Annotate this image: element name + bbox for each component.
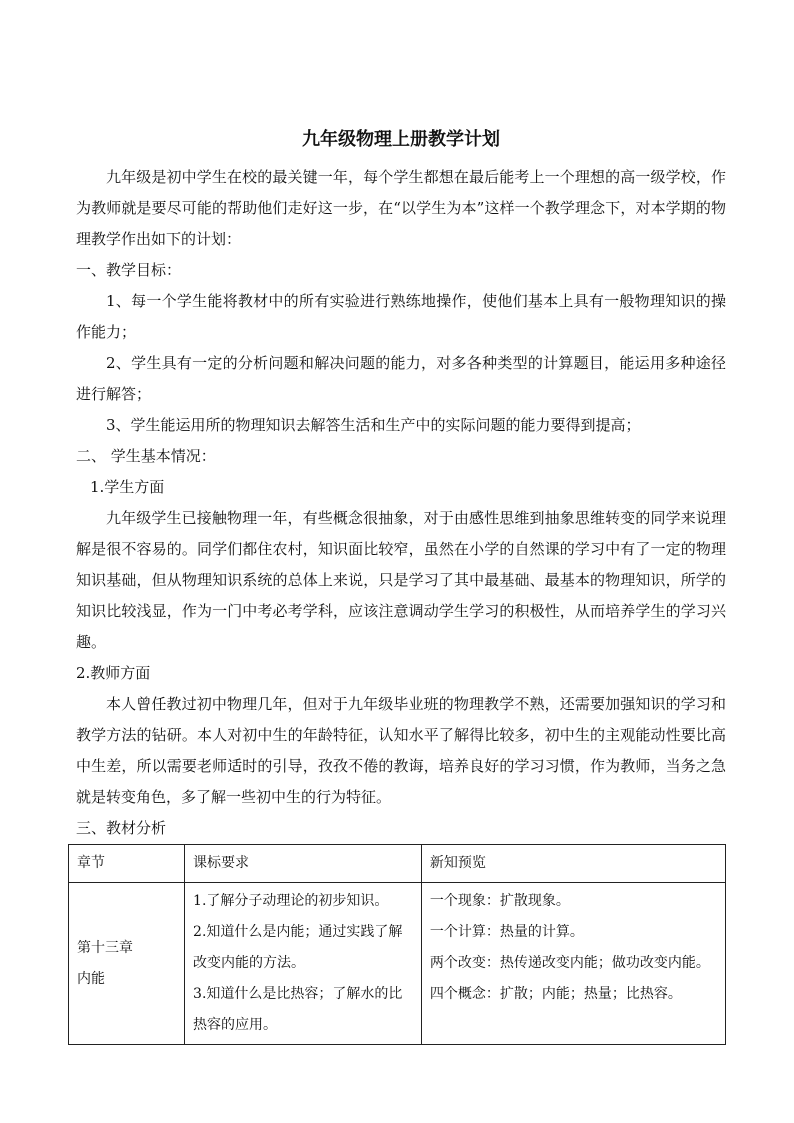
chapter-number: 第十三章 — [77, 939, 133, 956]
section3-heading: 三、教材分析 — [76, 819, 167, 837]
section2-heading: 二、 学生基本情况： — [76, 447, 216, 465]
requirement-item: 1.了解分子动理论的初步知识。 — [193, 893, 389, 909]
preview-item: 一个现象：扩散现象。 — [429, 893, 570, 909]
textbook-analysis-table — [68, 844, 726, 1045]
preview-item: 一个计算：热量的计算。 — [429, 924, 584, 940]
table-header-chapter: 章节 — [69, 845, 185, 883]
student-paragraph: 九年级学生已接触物理一年，有些概念很抽象，对于由感性思维到抽象思维转变的同学来说理解是很不容易的。同学们都住农村，知识面比较窄，虽然在小学的自然课的学习中有了一定的物理知识基础，但从物理知识系统的总体上来说，只是学习了其中最基础、最基本的物理知识，所学的知识比较浅显，作为一门中考必考学科，应该注意调动学生学习的积极性，从而培养学生的学习兴趣。 — [76, 509, 726, 651]
section1-heading: 一、教学目标： — [76, 261, 182, 279]
preview-item: 四个概念：扩散；内能；热量；比热容。 — [429, 986, 682, 1002]
table-header-requirements: 课标要求 — [185, 845, 422, 883]
goal-item-3: 3、学生能运用所的物理知识去解答生活和生产中的实际问题的能力要得到提高； — [106, 416, 641, 434]
table-header-row — [69, 845, 726, 883]
document-title: 九年级物理上册教学计划 — [302, 129, 500, 150]
student-subheading: 1.学生方面 — [90, 478, 165, 496]
goal-item-2: 2、学生具有一定的分析问题和解决问题的能力，对多各种类型的计算题目，能运用多种途径进行解答； — [76, 354, 726, 403]
requirement-item: 2.知道什么是内能；通过实践了解改变内能的方法。 — [193, 924, 403, 971]
teacher-subheading: 2.教师方面 — [76, 664, 151, 682]
requirement-item: 3.知道什么是比热容；了解水的比热容的应用。 — [193, 986, 403, 1033]
table-header-preview: 新知预览 — [421, 845, 725, 883]
intro-paragraph: 九年级是初中学生在校的最关键一年，每个学生都想在最后能考上一个理想的高一级学校，作为教师就是要尽可能的帮助他们走好这一步，在“以学生为本”这样一个教学理念下，对本学期的物理教学作出如下的计划： — [76, 168, 726, 248]
preview-item: 两个改变：热传递改变内能；做功改变内能。 — [429, 955, 710, 971]
document-page — [76, 124, 726, 1045]
chapter-cell — [69, 883, 185, 1045]
preview-cell — [421, 883, 725, 1045]
teacher-paragraph: 本人曾任教过初中物理几年，但对于九年级毕业班的物理教学不熟，还需要加强知识的学习和教学方法的钻研。本人对初中生的年龄特征，认知水平了解得比较多，初中生的主观能动性要比高中生差，所以需要老师适时的引导，孜孜不倦的教诲，培养良好的学习习惯，作为教师，当务之急就是转变角色，多了解一些初中生的行为特征。 — [76, 695, 726, 806]
requirements-cell — [185, 883, 422, 1045]
chapter-name: 内能 — [77, 970, 105, 987]
table-row — [69, 883, 726, 1045]
goal-item-1: 1、每一个学生能将教材中的所有实验进行熟练地操作，使他们基本上具有一般物理知识的操作能力； — [76, 292, 726, 341]
